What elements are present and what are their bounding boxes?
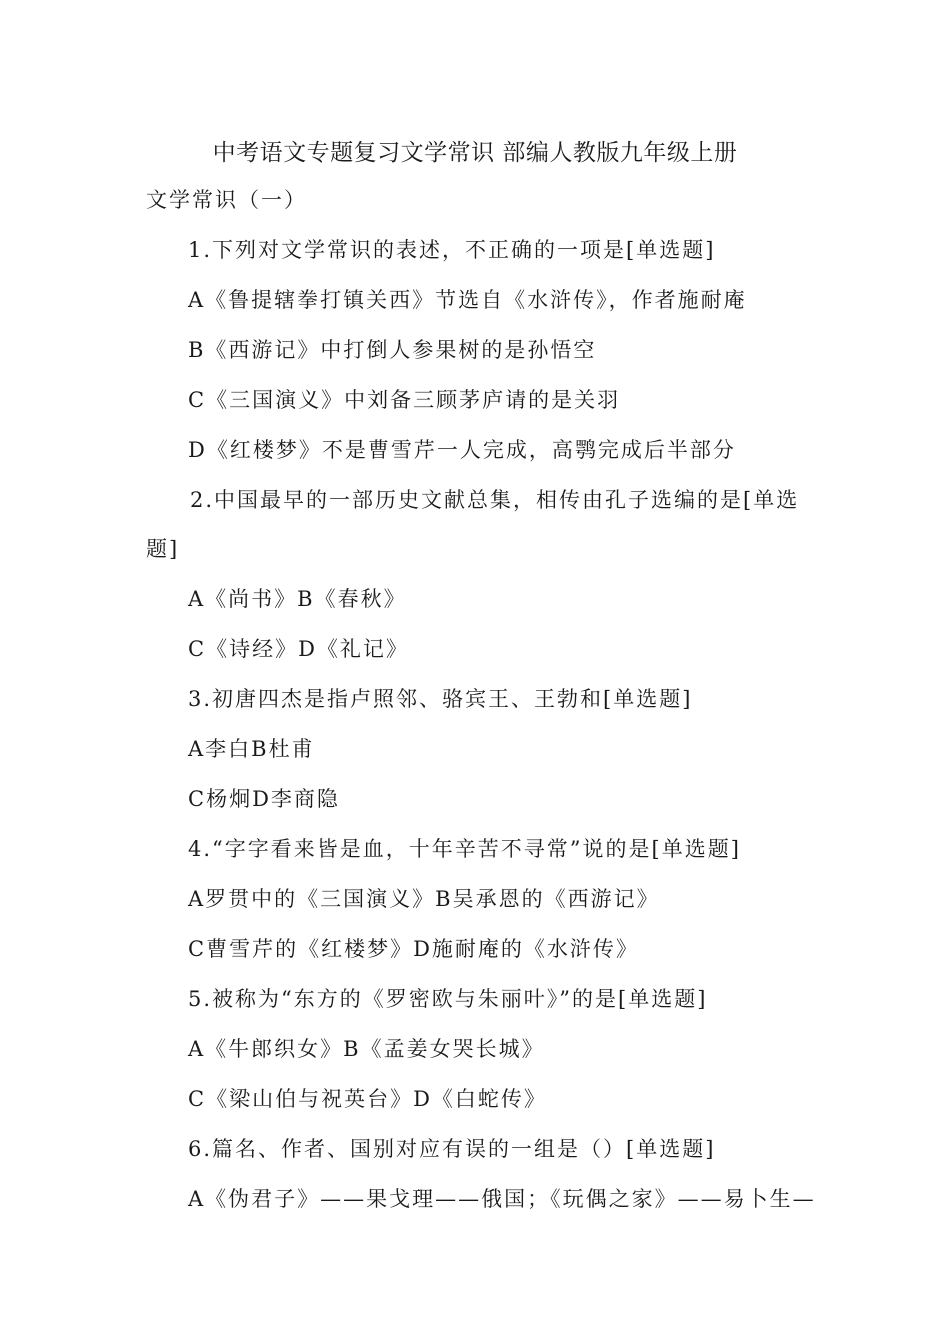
question-1-option-b: B《西游记》中打倒人参果树的是孙悟空 <box>188 338 597 362</box>
question-5-options-cd: C《梁山伯与祝英台》D《白蛇传》 <box>188 1087 547 1111</box>
question-3-options-ab: A李白B杜甫 <box>188 737 315 761</box>
question-4-options-cd: C曹雪芹的《红楼梦》D施耐庵的《水浒传》 <box>188 937 639 961</box>
question-2: 2.中国最早的一部历史文献总集，相传由孔子选编的是[单选 <box>190 488 800 512</box>
question-4-options-ab: A罗贯中的《三国演义》B吴承恩的《西游记》 <box>188 887 660 911</box>
question-1-option-c: C《三国演义》中刘备三顾茅庐请的是关羽 <box>188 388 621 412</box>
question-1: 1.下列对文学常识的表述，不正确的一项是[单选题] <box>188 238 716 262</box>
question-3-options-cd: C杨炯D李商隐 <box>188 787 340 811</box>
question-4: 4.“字字看来皆是血，十年辛苦不寻常”说的是[单选题] <box>188 837 741 861</box>
question-6-option-a: A《伪君子》——果戈理——俄国；《玩偶之家》——易卜生— <box>188 1187 816 1211</box>
section-heading: 文学常识（一） <box>146 188 307 212</box>
question-1-option-d: D《红楼梦》不是曹雪芹一人完成，高鹗完成后半部分 <box>188 438 736 462</box>
question-6: 6.篇名、作者、国别对应有误的一组是（）[单选题] <box>188 1137 716 1161</box>
question-2-options-cd: C《诗经》D《礼记》 <box>188 637 409 661</box>
document-title: 中考语文专题复习文学常识 部编人教版九年级上册 <box>212 140 738 166</box>
question-3: 3.初唐四杰是指卢照邻、骆宾王、王勃和[单选题] <box>188 687 693 711</box>
question-5-options-ab: A《牛郎织女》B《孟姜女哭长城》 <box>188 1037 545 1061</box>
question-2-options-ab: A《尚书》B《春秋》 <box>188 587 407 611</box>
question-1-option-a: A《鲁提辖拳打镇关西》节选自《水浒传》，作者施耐庵 <box>188 288 747 312</box>
question-2-continued: 题] <box>146 537 180 561</box>
question-5: 5.被称为“东方的《罗密欧与朱丽叶》”的是[单选题] <box>188 987 708 1011</box>
